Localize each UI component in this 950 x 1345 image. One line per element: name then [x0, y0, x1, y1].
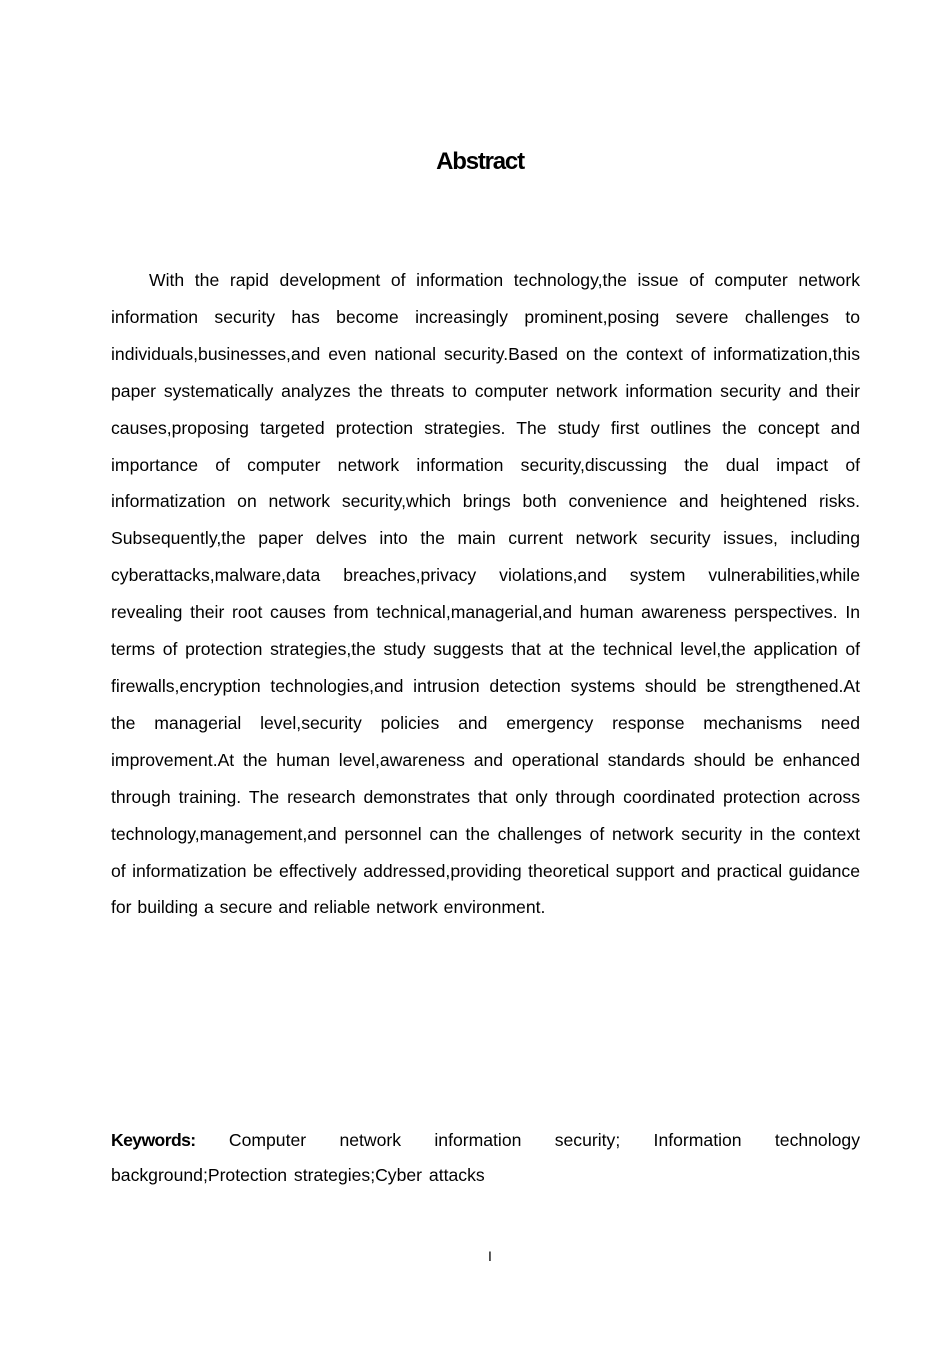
abstract-paragraph: With the rapid development of information technology,the issue of computer network information security has become increasingly prominent,posing severe challenges to individuals,businesses,and even national security.Based on the context of informatization,this paper systematically analyzes the threats to computer network information security and their causes,proposing targeted protection strategies. The study first outlines the concept and importance of computer network information security,discussing the dual impact of informatization on network security,which brings both convenience and heightened risks. Subsequently,the paper delves into the main current network security issues, including cyberattacks,malware,data breaches,privacy violations,and system vulnerabilities,while revealing their root causes from technical,managerial,and human awareness perspectives. In terms of protection strategies,the study suggests that at the technical level,the application of firewalls,encryption technologies,and intrusion detection systems should be strengthened.At the managerial level,security policies and emergency response mechanisms need improvement.At the human level,awareness and operational standards should be enhanced through training. The research demonstrates that only through coordinated protection across technology,management,and personnel can the challenges of network security in the context of informatization be effectively addressed,providing theoretical support and practical guidance for building a secure and reliable network environment.: [111, 270, 860, 918]
keywords-label: Keywords:: [111, 1130, 196, 1150]
keywords-section: [111, 1123, 860, 1193]
page-title: Abstract: [436, 148, 524, 175]
keywords-text: Computer network information security; Information technology background;Protection strategies;Cyber attacks: [111, 1130, 860, 1185]
page-number: I: [488, 1248, 492, 1264]
